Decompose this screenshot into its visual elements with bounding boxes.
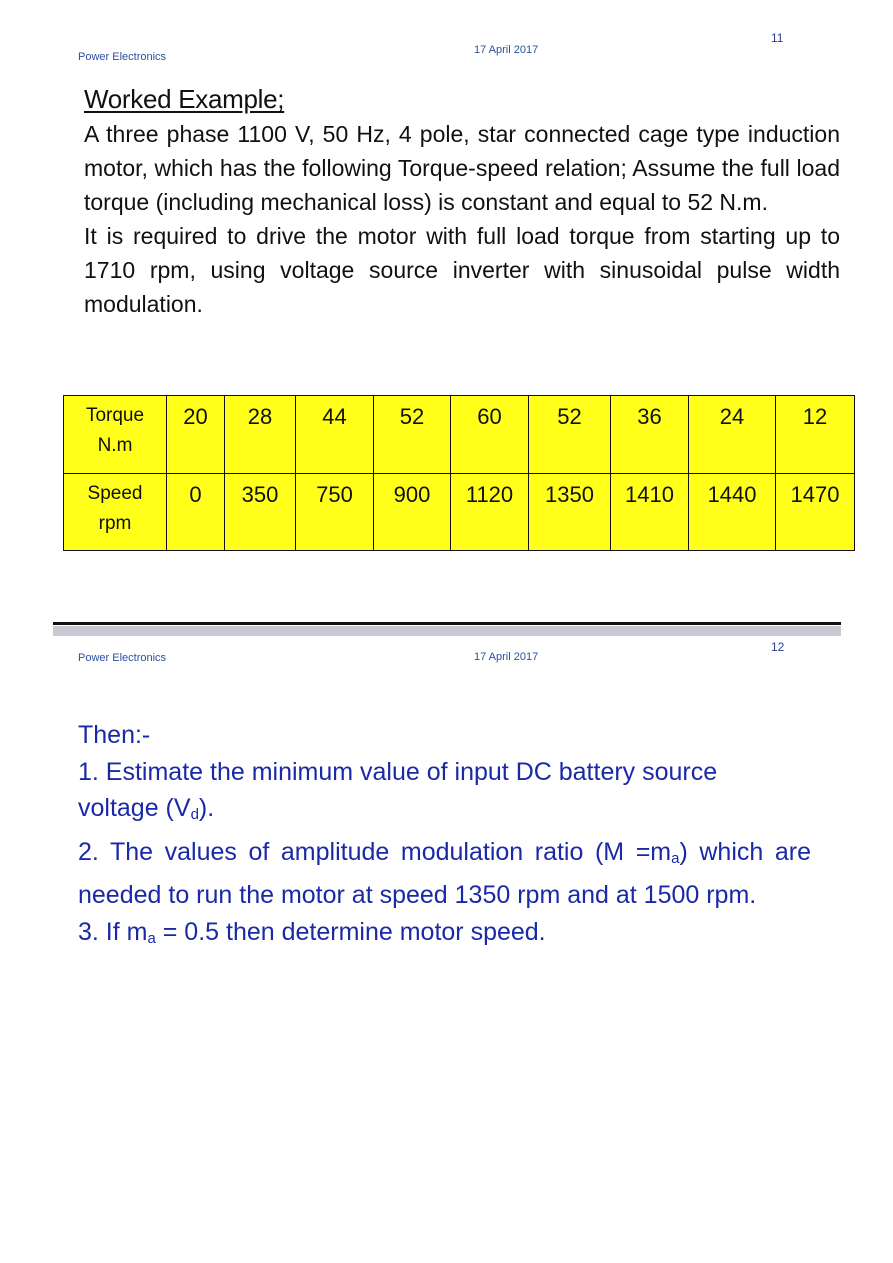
speed-row (64, 474, 855, 551)
slide-divider (53, 622, 841, 625)
speed-cell: 350 (225, 474, 296, 551)
speed-cell: 1120 (451, 474, 529, 551)
slide-11 (0, 0, 893, 622)
q3-subscript: a (147, 929, 156, 947)
speed-cell: 1440 (689, 474, 776, 551)
speed-cell: 1470 (776, 474, 855, 551)
torque-unit: N.m (97, 435, 133, 456)
worked-example-title: Worked Example; (84, 84, 285, 114)
slide-divider-shadow (53, 626, 841, 636)
q1-text-end: ). (198, 794, 215, 822)
then-heading: Then:- (78, 721, 151, 749)
torque-cell: 20 (167, 396, 225, 474)
torque-cell: 12 (776, 396, 855, 474)
q3-text: 3. If m (78, 917, 148, 946)
q3-text-end: = 0.5 then determine motor speed. (155, 917, 546, 946)
q1-subscript: d (190, 806, 199, 823)
speed-cell: 1350 (529, 474, 611, 551)
speed-cell: 0 (167, 474, 225, 551)
torque-cell: 52 (374, 396, 451, 474)
speed-unit: rpm (98, 513, 132, 534)
torque-cell: 44 (296, 396, 374, 474)
course-name: Power Electronics (78, 652, 167, 664)
slide-12 (0, 636, 893, 1263)
torque-cell: 60 (451, 396, 529, 474)
course-name: Power Electronics (78, 51, 167, 63)
question-2 (78, 834, 811, 914)
speed-cell: 750 (296, 474, 374, 551)
torque-cell: 28 (225, 396, 296, 474)
torque-label: Torque (85, 405, 145, 426)
page-number: 12 (771, 640, 785, 654)
q2-subscript: a (671, 849, 680, 867)
torque-header (64, 396, 167, 474)
speed-label: Speed (87, 483, 143, 504)
paragraph-1: A three phase 1100 V, 50 Hz, 4 pole, star connected cage type induction motor, which has the following Torque-speed relation; Assume the full load torque (including mechanical loss) is constant and equal to 52 N.m. (84, 121, 840, 215)
slide-date: 17 April 2017 (474, 651, 539, 663)
page-number: 11 (771, 31, 784, 45)
problem-statement (84, 117, 840, 321)
slide-date: 17 April 2017 (474, 44, 539, 56)
torque-cell: 36 (611, 396, 689, 474)
speed-cell: 1410 (611, 474, 689, 551)
question-1-line-1: 1. Estimate the minimum value of input DC battery source (78, 757, 718, 786)
paragraph-2: It is required to drive the motor with full load torque from starting up to 1710 rpm, using voltage source inverter with sinusoidal pulse width modulation. (84, 223, 840, 317)
q2-text: 2. The values of amplitude modulation ratio (M =m (78, 837, 672, 866)
torque-row (64, 396, 855, 474)
torque-speed-table (63, 395, 855, 551)
torque-cell: 24 (689, 396, 776, 474)
questions-block (78, 717, 811, 957)
question-3 (78, 914, 811, 958)
question-1-line-2 (78, 790, 811, 834)
speed-header (64, 474, 167, 551)
speed-cell: 900 (374, 474, 451, 551)
torque-cell: 52 (529, 396, 611, 474)
q2-text-end: ) which are needed to run the motor at speed 1350 rpm and at 1500 rpm. (78, 837, 811, 909)
q1-text: voltage (V (78, 794, 191, 822)
